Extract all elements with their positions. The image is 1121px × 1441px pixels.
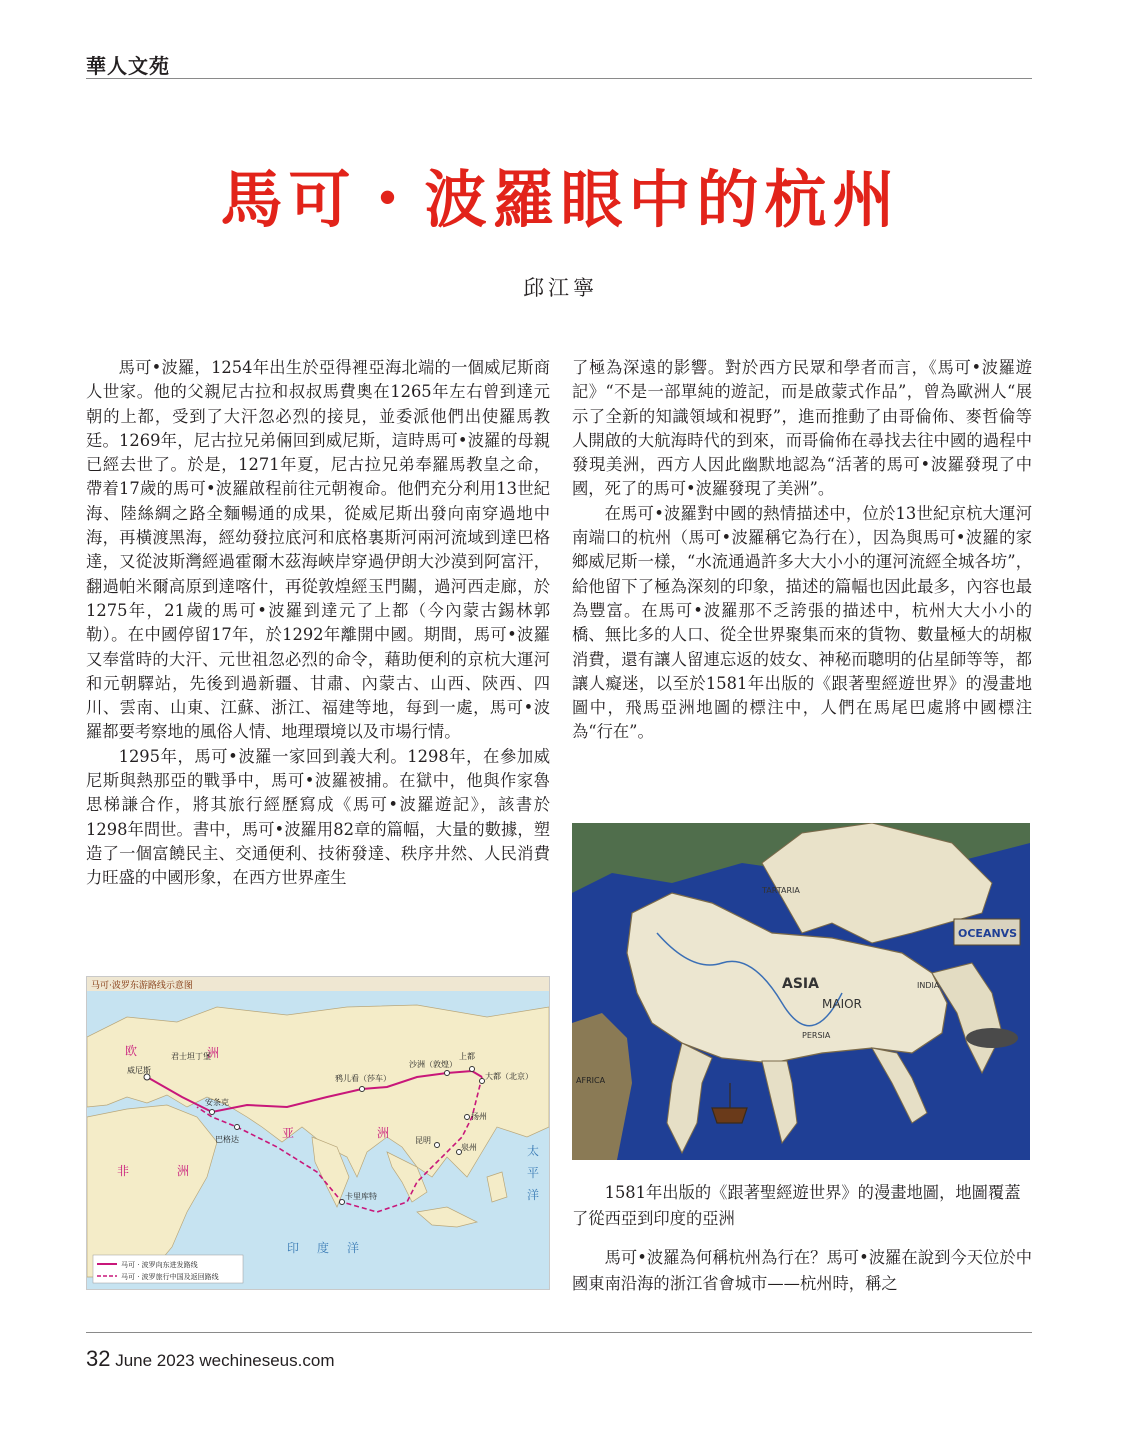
place-label: 大都（北京） bbox=[485, 1072, 533, 1081]
place-label: 上都 bbox=[459, 1052, 475, 1061]
region-label: 洲 bbox=[177, 1164, 190, 1178]
map-label: PERSIA bbox=[802, 1031, 831, 1040]
region-label: 洲 bbox=[377, 1126, 390, 1140]
region-label: 太 bbox=[527, 1144, 540, 1158]
map-label: INDIA bbox=[917, 981, 940, 990]
region-label: 非 bbox=[117, 1164, 130, 1178]
section-label: 華人文苑 bbox=[86, 54, 170, 78]
place-dot bbox=[465, 1115, 470, 1120]
right-column bbox=[572, 356, 1032, 745]
place-dot bbox=[340, 1200, 345, 1205]
region-label: 洋 bbox=[527, 1188, 540, 1202]
place-dot bbox=[445, 1071, 450, 1076]
sea-creature bbox=[966, 1028, 1018, 1048]
map-label: OCEANVS bbox=[958, 927, 1018, 940]
legend-label: 马可 · 波罗旅行中国及返回路线 bbox=[121, 1273, 219, 1281]
place-dot bbox=[470, 1067, 475, 1072]
article-author: 邱江寧 bbox=[523, 276, 598, 300]
place-label: 鸦儿看（莎车） bbox=[335, 1074, 391, 1083]
place-label: 昆明 bbox=[415, 1136, 431, 1145]
map-label: ASIA bbox=[782, 976, 819, 992]
place-label: 安条克 bbox=[205, 1098, 229, 1107]
right-column-continued bbox=[572, 1245, 1032, 1297]
region-label: 平 bbox=[527, 1166, 540, 1180]
place-dot bbox=[435, 1143, 440, 1148]
header-divider bbox=[86, 78, 1032, 79]
region-label: 度 bbox=[317, 1241, 330, 1255]
map-label: AFRICA bbox=[576, 1076, 606, 1085]
route-map-figure bbox=[86, 976, 550, 1290]
region-label: 亚 bbox=[282, 1126, 295, 1140]
article-title: 馬可・波羅眼中的杭州 bbox=[220, 163, 901, 236]
place-label: 卡里库特 bbox=[345, 1192, 377, 1201]
place-label: 巴格达 bbox=[215, 1135, 239, 1144]
region-label: 洋 bbox=[347, 1241, 360, 1255]
place-label: 沙洲（敦煌） bbox=[409, 1060, 457, 1069]
paragraph: 在馬可•波羅對中國的熱情描述中，位於13世紀京杭大運河南端口的杭州（馬可•波羅稱它為行在），因為與馬可•波羅的家鄉威尼斯一樣，“水流通過許多大大小小的運河流經全城各坊”，給他留下了極為深刻的印象，描述的篇幅也因此最多，內容也最為豐富。在馬可•波羅那不乏誇張的描述中，杭州大大小小的橋、無比多的人口、從全世界聚集而來的貨物、數量極大的胡椒消費，還有讓人留連忘返的妓女、神秘而聰明的佔星師等等，都讓人癡迷，以至於1581年出版的《跟著聖經遊世界》的漫畫地圖中，飛馬亞洲地圖的標注中，人們在馬尾巴處將中國標注為“行在”。 bbox=[572, 503, 1032, 742]
page-footer bbox=[86, 1346, 334, 1372]
site-url: wechineseus.com bbox=[199, 1351, 335, 1370]
place-label: 泉州 bbox=[461, 1143, 477, 1152]
place-dot bbox=[235, 1125, 240, 1130]
left-column bbox=[86, 356, 550, 891]
map-label: MAIOR bbox=[822, 997, 862, 1011]
place-dot bbox=[360, 1087, 365, 1092]
place-label: 扬州 bbox=[471, 1112, 487, 1121]
place-label: 君士坦丁堡 bbox=[171, 1052, 211, 1061]
legend-label: 马可 · 波罗向东进发路线 bbox=[121, 1261, 198, 1269]
map-title: 马可·波罗东游路线示意图 bbox=[91, 981, 193, 991]
pegasus-map bbox=[572, 823, 1030, 1160]
pegasus-map-caption: 1581年出版的《跟著聖經遊世界》的漫畫地圖，地圖覆蓋了從西亞到印度的亞洲 bbox=[572, 1183, 1021, 1228]
region-label: 欧 bbox=[125, 1044, 138, 1058]
paragraph: 1295年，馬可•波羅一家回到義大利。1298年，在參加威尼斯與熱那亞的戰爭中，馬可•波羅被捕。在獄中，他與作家魯思梯謙合作，將其旅行經歷寫成《馬可•波羅遊記》，該書於1298年問世。書中，馬可•波羅用82章的篇幅，大量的數據，塑造了一個富饒民主、交通便利、技術發達、秩序井然、人民消費力旺盛的中國形象，在西方世界產生 bbox=[86, 746, 550, 888]
place-label: 威尼斯 bbox=[127, 1066, 151, 1075]
place-dot bbox=[210, 1110, 215, 1115]
region-label: 洲 bbox=[207, 1046, 220, 1060]
pegasus-map-figure bbox=[572, 823, 1030, 1160]
place-dot bbox=[480, 1079, 485, 1084]
map-label: TARTARIA bbox=[762, 886, 800, 895]
page-number: 32 bbox=[86, 1346, 111, 1371]
footer-divider bbox=[86, 1332, 1032, 1333]
route-map bbox=[87, 977, 549, 1289]
region-label: 印 bbox=[287, 1241, 300, 1255]
issue-date: June 2023 bbox=[115, 1351, 195, 1370]
paragraph: 馬可•波羅為何稱杭州為行在？馬可•波羅在說到今天位於中國東南沿海的浙江省會城市——杭州時，稱之 bbox=[572, 1248, 1032, 1293]
paragraph: 馬可•波羅，1254年出生於亞得裡亞海北端的一個威尼斯商人世家。他的父親尼古拉和叔叔馬費奧在1265年左右曾到達元朝的上都，受到了大汗忽必烈的接見，並委派他們出使羅馬教廷。1269年，尼古拉兄弟倆回到威尼斯，這時馬可•波羅的母親已經去世了。於是，1271年夏，尼古拉兄弟奉羅馬教皇之命，帶着17歲的馬可•波羅啟程前往元朝複命。他們充分利用13世紀海、陸絲綢之路全麵暢通的成果，從威尼斯出發向南穿過地中海，再橫渡黑海，經幼發拉底河和底格裏斯河兩河流域到達巴格達，又從波斯灣經過霍爾木茲海峽岸穿過伊朗大沙漠到阿富汗，翻過帕米爾高原到達喀什，再從敦煌經玉門關，過河西走廊，於1275年，21歲的馬可•波羅到達元了上都（今內蒙古錫林郭勒）。在中國停留17年，於1292年離開中國。期間，馬可•波羅又奉當時的大汗、元世祖忽必烈的命令，藉助便利的京杭大運河和元朝驛站，先後到過新疆、甘肅、內蒙古、山西、陝西、四川、雲南、山東、江蘇、浙江、福建等地，每到一處，馬可•波羅都要考察地的風俗人情、地理環境以及市場行情。 bbox=[86, 358, 550, 742]
paragraph: 了極為深遠的影響。對於西方民眾和學者而言，《馬可•波羅遊記》“不是一部單純的遊記，而是啟蒙式作品”，曾為歐洲人“展示了全新的知識領域和視野”，進而推動了由哥倫佈、麥哲倫等人開啟的大航海時代的到來，而哥倫佈在尋找去往中國的過程中發現美洲，西方人因此幽默地認為“活著的馬可•波羅發現了中國，死了的馬可•波羅發現了美洲”。 bbox=[572, 358, 1032, 499]
